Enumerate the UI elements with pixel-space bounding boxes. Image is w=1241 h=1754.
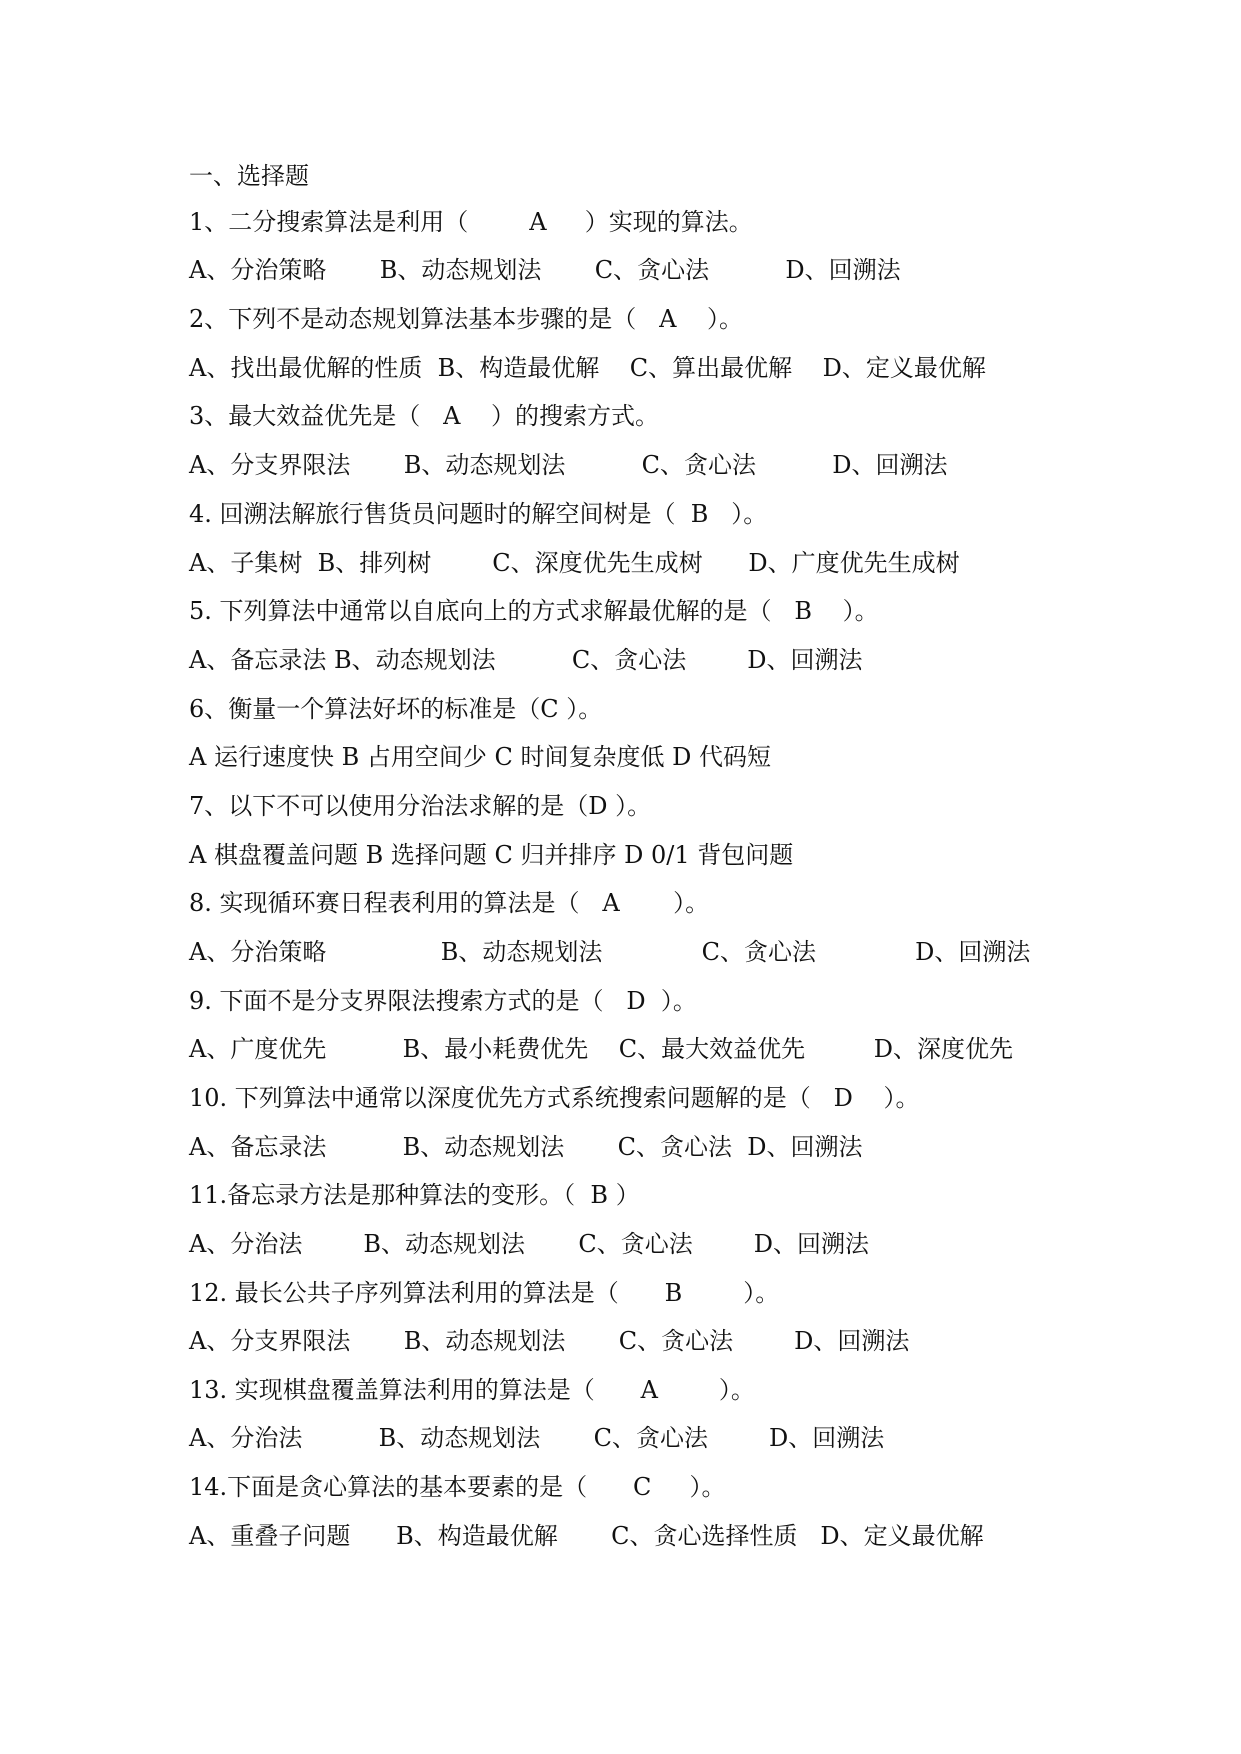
options-6: A 运行速度快 B 占用空间少 C 时间复杂度低 D 代码短: [189, 743, 771, 771]
question-8: 8. 实现循环赛日程表利用的算法是（ A ）。: [189, 889, 710, 917]
question-14: 14.下面是贪心算法的基本要素的是（ C ）。: [189, 1473, 726, 1501]
question-13: 13. 实现棋盘覆盖算法利用的算法是（ A ）。: [189, 1376, 755, 1404]
options-4: A、子集树 B、排列树 C、深度优先生成树 D、广度优先生成树: [189, 549, 960, 577]
question-12: 12. 最长公共子序列算法利用的算法是（ B ）。: [189, 1279, 780, 1307]
section-title: 一、选择题: [189, 162, 309, 190]
options-14: A、重叠子问题 B、构造最优解 C、贪心选择性质 D、定义最优解: [189, 1522, 984, 1550]
options-9: A、广度优先 B、最小耗费优先 C、最大效益优先 D、深度优先: [189, 1035, 1014, 1063]
options-11: A、分治法 B、动态规划法 C、贪心法 D、回溯法: [189, 1230, 870, 1258]
options-5: A、备忘录法 B、动态规划法 C、贪心法 D、回溯法: [189, 646, 863, 674]
question-2: 2、下列不是动态规划算法基本步骤的是（ A ）。: [189, 305, 744, 333]
question-11: 11.备忘录方法是那种算法的变形。（ B ）: [189, 1181, 640, 1209]
options-1: A、分治策略 B、动态规划法 C、贪心法 D、回溯法: [189, 256, 901, 284]
question-7: 7、以下不可以使用分治法求解的是（D ）。: [189, 792, 652, 820]
options-7: A 棋盘覆盖问题 B 选择问题 C 归并排序 D 0/1 背包问题: [189, 841, 794, 869]
question-4: 4. 回溯法解旅行售货员问题时的解空间树是（ B ）。: [189, 500, 768, 528]
options-10: A、备忘录法 B、动态规划法 C、贪心法 D、回溯法: [189, 1133, 863, 1161]
options-8: A、分治策略 B、动态规划法 C、贪心法 D、回溯法: [189, 938, 1031, 966]
options-3: A、分支界限法 B、动态规划法 C、贪心法 D、回溯法: [189, 451, 948, 479]
options-12: A、分支界限法 B、动态规划法 C、贪心法 D、回溯法: [189, 1327, 910, 1355]
question-5: 5. 下列算法中通常以自底向上的方式求解最优解的是（ B ）。: [189, 597, 879, 625]
question-9: 9. 下面不是分支界限法搜索方式的是（ D ）。: [189, 987, 697, 1015]
question-1: 1、二分搜索算法是利用（ A ）实现的算法。: [189, 208, 753, 236]
options-13: A、分治法 B、动态规划法 C、贪心法 D、回溯法: [189, 1424, 885, 1452]
question-10: 10. 下列算法中通常以深度优先方式系统搜索问题解的是（ D ）。: [189, 1084, 920, 1112]
options-2: A、找出最优解的性质 B、构造最优解 C、算出最优解 D、定义最优解: [189, 354, 986, 382]
question-3: 3、最大效益优先是（ A ）的搜索方式。: [189, 402, 660, 430]
question-6: 6、衡量一个算法好坏的标准是（C ）。: [189, 695, 603, 723]
